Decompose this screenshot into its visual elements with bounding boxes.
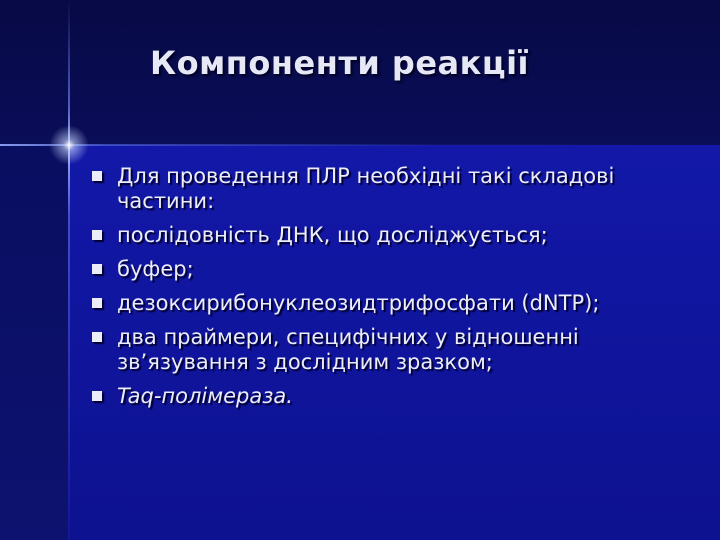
horizontal-divider [0, 144, 720, 146]
square-bullet-icon [92, 298, 102, 308]
square-bullet-icon [92, 332, 102, 342]
list-item [92, 164, 692, 214]
list-item-text: Для проведення ПЛР необхідні такі складові частини: [117, 164, 615, 213]
square-bullet-icon [92, 264, 102, 274]
square-bullet-icon [92, 391, 102, 401]
list-item-text: дезоксирибонуклеозидтрифосфати (dNTP); [117, 291, 600, 315]
left-band [0, 145, 68, 540]
sparkle-icon [49, 125, 89, 165]
list-item [92, 257, 692, 282]
square-bullet-icon [92, 171, 102, 181]
list-item-text: два праймери, специфічних у відношенні зв’язування з дослідним зразком; [117, 325, 579, 374]
list-item-text: Taq-полімераза. [117, 384, 293, 408]
square-bullet-icon [92, 230, 102, 240]
bullet-list [92, 164, 692, 418]
list-item [92, 291, 692, 316]
list-item-text: послідовність ДНК, що досліджується; [117, 223, 548, 247]
list-item [92, 384, 692, 409]
slide-title: Компоненти реакції [150, 44, 529, 82]
list-item [92, 325, 692, 375]
list-item [92, 223, 692, 248]
vertical-divider [68, 0, 70, 540]
list-item-text: буфер; [117, 257, 194, 281]
